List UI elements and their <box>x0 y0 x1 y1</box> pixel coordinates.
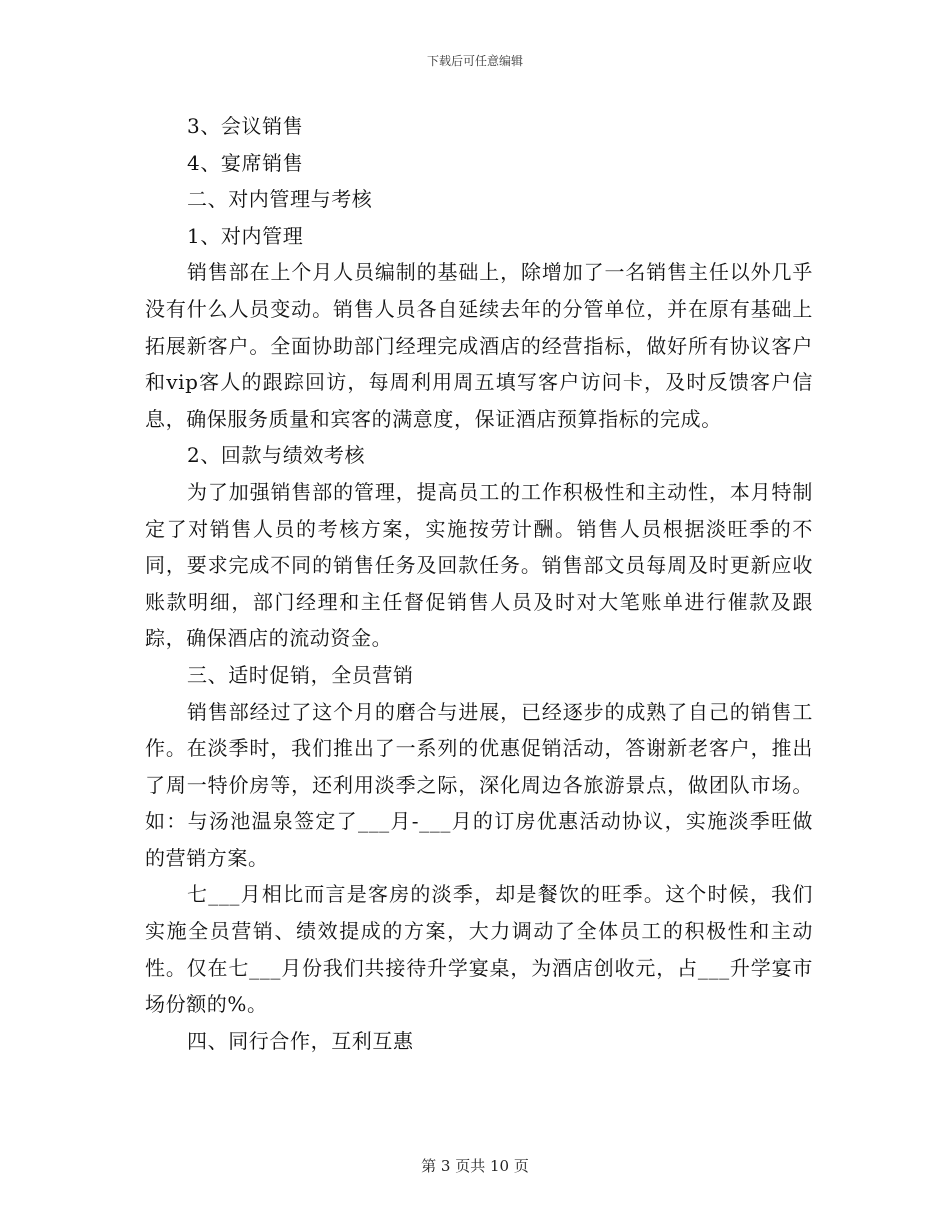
document-body <box>145 108 813 1059</box>
subheading-payment-performance: 2、回款与绩效考核 <box>187 443 366 468</box>
list-item-conference-sales: 3、会议销售 <box>187 114 304 138</box>
list-item-banquet-sales: 4、宴席销售 <box>187 150 304 175</box>
paragraph-internal-management: 销售部在上个月人员编制的基础上，除增加了一名销售主任以外几乎没有什么人员变动。销售人员各自延续去年的分管单位，并在原有基础上拓展新客户。全面协助部门经理完成酒店的经营指标，做好所有协议客户和vip客人的跟踪回访，每周利用周五填写客户访问卡，及时反馈客户信息，确保服务质量和宾客的满意度，保证酒店预算指标的完成。 <box>145 260 813 431</box>
subheading-internal-management: 1、对内管理 <box>187 223 304 248</box>
page-footer: 第 3 页共 10 页 <box>421 1157 529 1175</box>
section-heading-timely-promotion: 三、适时促销，全员营销 <box>187 662 414 687</box>
section-heading-internal-management: 二、对内管理与考核 <box>187 187 373 212</box>
page-header: 下载后可任意编辑 <box>426 54 523 68</box>
section-heading-peer-cooperation: 四、同行合作，互利互惠 <box>187 1028 414 1053</box>
paragraph-promotion-activities: 销售部经过了这个月的磨合与进展，已经逐步的成熟了自己的销售工作。在淡季时，我们推出了一系列的优惠促销活动，答谢新老客户，推出了周一特价房等，还利用淡季之际，深化周边各旅游景点，做团队市场。如：与汤池温泉签定了___月-___月的订房优惠活动协议，实施淡季旺做的营销方案。 <box>145 699 813 870</box>
paragraph-july-banquet: 七___月相比而言是客房的淡季，却是餐饮的旺季。这个时候，我们实施全员营销、绩效提成的方案，大力调动了全体员工的积极性和主动性。仅在七___月份我们共接待升学宴桌，为酒店创收元，占___升学宴市场份额的%。 <box>145 882 813 1017</box>
paragraph-payment-performance: 为了加强销售部的管理，提高员工的工作积极性和主动性，本月特制定了对销售人员的考核方案，实施按劳计酬。销售人员根据淡旺季的不同，要求完成不同的销售任务及回款任务。销售部文员每周及时更新应收账款明细，部门经理和主任督促销售人员及时对大笔账单进行催款及跟踪，确保酒店的流动资金。 <box>145 479 813 651</box>
